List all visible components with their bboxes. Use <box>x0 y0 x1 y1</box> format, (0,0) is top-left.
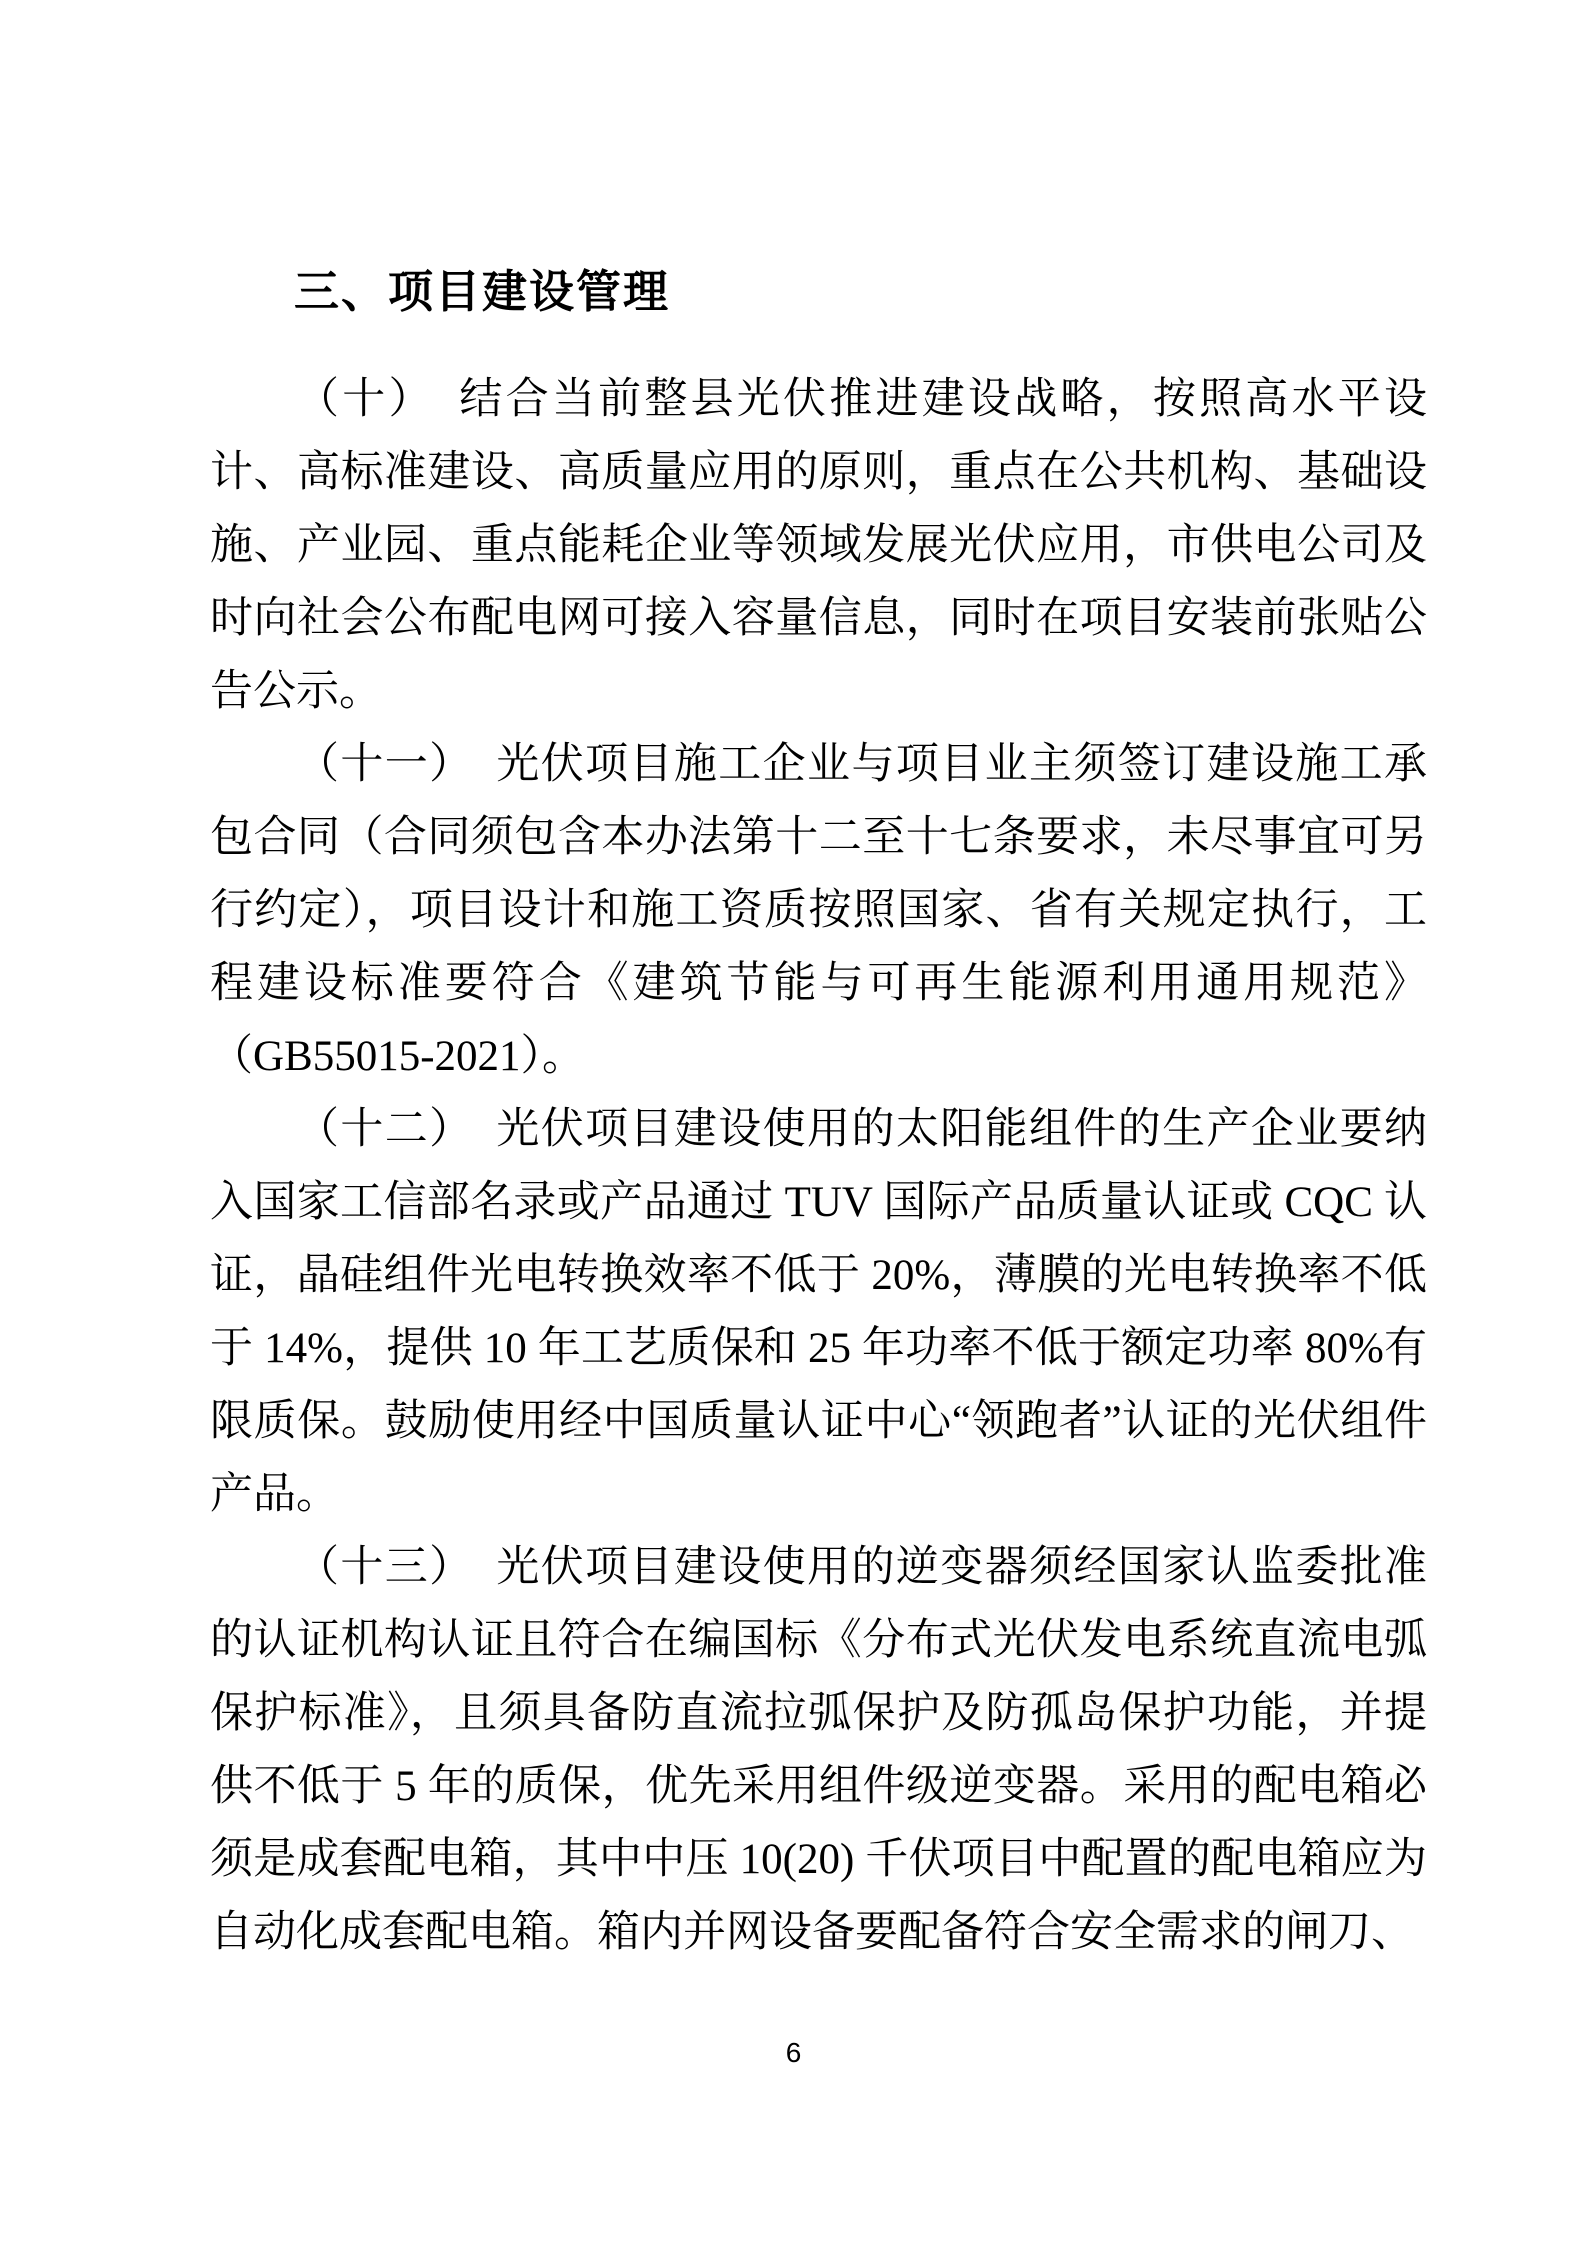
paragraph-item-13: （十三） 光伏项目建设使用的逆变器须经国家认监委批准的认证机构认证且符合在编国标《分布式光伏发电系统直流电弧保护标准》，且须具备防直流拉弧保护及防孤岛保护功能，并提供不低于 5 年的质保，优先采用组件级逆变器。采用的配电箱必须是成套配电箱，其中中压 10(20) 千伏项目中配置的配电箱应为自动化成套配电箱。箱内并网设备要配备符合安全需求的闸刀、 <box>210 1544 1427 1956</box>
paragraph-item-12: （十二） 光伏项目建设使用的太阳能组件的生产企业要纳入国家工信部名录或产品通过 TUV 国际产品质量认证或 CQC 认证，晶硅组件光电转换效率不低于 20%，薄膜的光电转换率不低于 14%，提供 10 年工艺质保和 25 年功率不低于额定功率 80%有限质保。鼓励使用经中国质量认证中心“领跑者”认证的光伏组件产品。 <box>210 1106 1427 1518</box>
paragraph-item-11: （十一） 光伏项目施工企业与项目业主须签订建设施工承包合同（合同须包含本办法第十二至十七条要求，未尽事宜可另行约定），项目设计和施工资质按照国家、省有关规定执行，工程建设标准要符合《建筑节能与可再生能源利用通用规范》（GB55015-2021）。 <box>210 741 1427 1080</box>
section-heading: 三、项目建设管理 <box>294 266 671 317</box>
paragraph-item-10: （十） 结合当前整县光伏推进建设战略，按照高水平设计、高标准建设、高质量应用的原则，重点在公共机构、基础设施、产业园、重点能耗企业等领域发展光伏应用，市供电公司及时向社会公布配电网可接入容量信息，同时在项目安装前张贴公告公示。 <box>210 376 1427 715</box>
page-number: 6 <box>785 2037 802 2068</box>
